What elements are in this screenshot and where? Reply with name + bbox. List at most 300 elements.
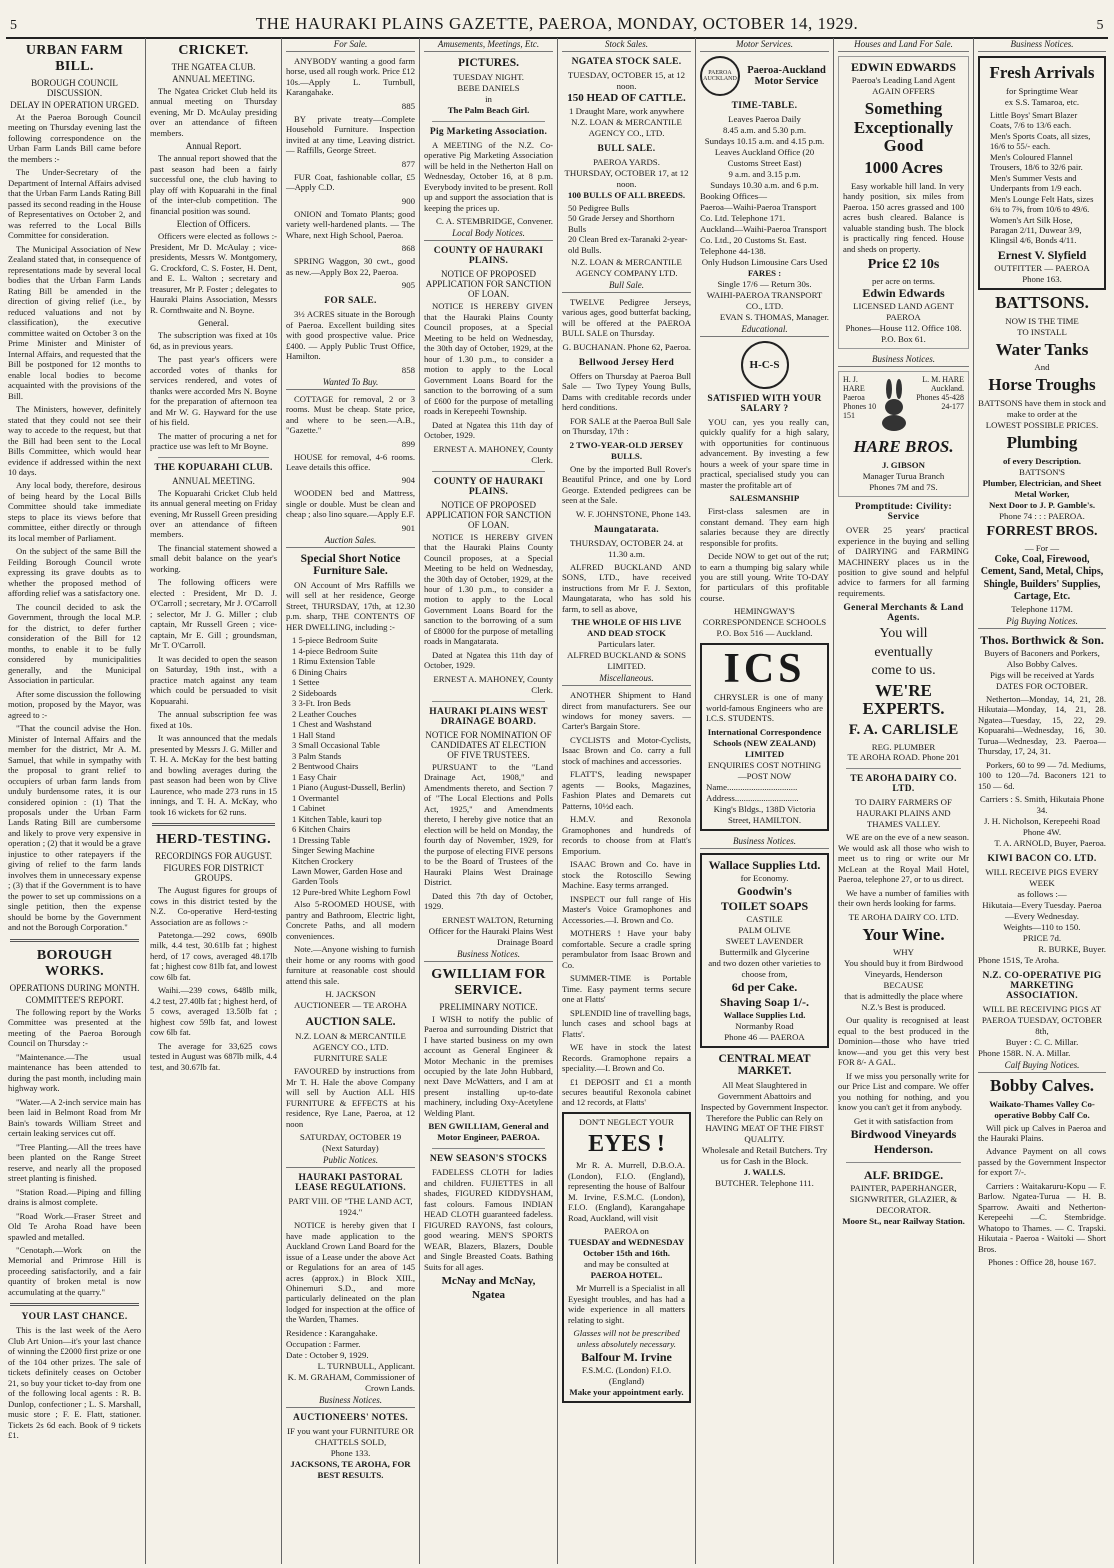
ad-text: Our quality is recognised at least equal to the best produced in the Dominion—those who have tried know—and you get this very best FOR 8/- A GAL. bbox=[838, 1015, 969, 1068]
divider bbox=[432, 701, 545, 702]
wine-heading: Your Wine. bbox=[862, 924, 945, 944]
classified-ad: ONION and Tomato Plants; good variety well-hardened plants. — The Whare, next High School, Paeroa. bbox=[286, 208, 415, 240]
list-item: 1 Piano (August-Dussell, Berlin) bbox=[292, 782, 406, 793]
ad-line: J. GIBSON bbox=[881, 460, 926, 471]
ad-line: SALESMANSHIP bbox=[729, 493, 800, 504]
section-head-public: Public Notices. bbox=[286, 1154, 415, 1168]
subhead: NOTICE FOR NOMINATION OF CANDIDATES AT ELECTION OF FIVE TRUSTEES. bbox=[425, 729, 552, 760]
ad-line: WILL RECEIVE PIGS EVERY WEEK bbox=[985, 867, 1099, 889]
list-item: 6 Dining Chairs bbox=[292, 666, 347, 677]
signature: ERNEST WALTON, Returning Officer for the Hauraki Plains West Drainage Board bbox=[428, 914, 553, 947]
sale-date: THURSDAY, OCTOBER 24. at 11.30 a.m. bbox=[570, 537, 683, 559]
ad-line: TO INSTALL bbox=[1017, 326, 1067, 337]
sale-date: SATURDAY, OCTOBER 19 bbox=[299, 1132, 402, 1143]
ad-line: BECAUSE bbox=[883, 980, 924, 991]
tt-line: Leaves Auckland Office (20 Customs Street East) bbox=[714, 146, 815, 168]
paragraph: On the subject of the same Bill the Feilding Borough Council wrote expressing its grave doubts as to whether the proposed method of affording relief was a satisfactory one. bbox=[8, 546, 141, 599]
hare-phones: Auckland. Phones 45-428 24-177 bbox=[916, 384, 964, 412]
classified-ad: ANYBODY wanting a good farm horse, used all rough work. Price £12 10s.—Apply L. Turnbull, Karangahake. bbox=[286, 56, 415, 98]
ad-number: 899 bbox=[401, 438, 415, 449]
classified-ad: FUR Coat, fashionable collar, £5 —Apply C.D. bbox=[286, 171, 415, 193]
pictures-line: TUESDAY NIGHT. bbox=[452, 72, 525, 82]
paragraph: After some discussion the following motion, proposed by the Mayor, was agreed to :- bbox=[8, 688, 141, 720]
list-item: 2 Leather Couches bbox=[292, 708, 357, 719]
divider bbox=[10, 1303, 139, 1306]
misc-ad: H.M.V. and Rexonola Gramophones and hundreds of records to choose from at Flatt's Emporium. bbox=[562, 814, 691, 856]
section-head-calf: Calf Buying Notices. bbox=[978, 1059, 1106, 1073]
article-title-urban-farm: URBAN FARM BILL. bbox=[25, 43, 124, 74]
article-title-herd-testing: HERD-TESTING. bbox=[156, 832, 271, 848]
hare-name: H. J. HARE bbox=[843, 375, 865, 394]
list-item: 50 Grade Jersey and Shorthorn Bulls bbox=[568, 213, 675, 234]
form-line: Address............................. bbox=[706, 792, 799, 803]
signature: ERNEST A. MAHONEY, County Clerk. bbox=[433, 673, 553, 695]
ad-line: International Correspondence Schools (NEW ZEALAND) LIMITED bbox=[707, 726, 822, 759]
notice-detail: Residence : Karangahake. bbox=[286, 1327, 378, 1338]
ad-line: ENQUIRIES COST NOTHING—POST NOW bbox=[707, 759, 822, 781]
pictures-heading: PICTURES. bbox=[457, 57, 520, 69]
ad-line: and two dozen other varieties to choose from, bbox=[708, 957, 821, 979]
subhead: General. bbox=[198, 318, 229, 329]
ad-line: LOWEST POSSIBLE PRICES. bbox=[985, 419, 1099, 430]
ad-text: If we miss you personally write for our Price List and compare. We offer you nothing for nothing, and you know you can't get it from anybody. bbox=[838, 1070, 969, 1113]
ad-text: IF you want your FURNITURE OR CHATTELS SOLD, bbox=[287, 1425, 414, 1447]
ad-text: Advance Payment on all cows passed by the Government Inspector for export 7/-. bbox=[978, 1146, 1106, 1178]
ad-text: Carriers : Waitakaruru-Kopu — F. Barlow. Ngatea-Turua — H. B. Sparrow. Awaiti and Netherton-Kerepeehi —C. Stembridge. Whatopo to Thames. — C. Trapski. Hikutaia - Paeroa - Waitoki — Short Bros. bbox=[978, 1180, 1106, 1254]
article-title-cricket: CRICKET. bbox=[178, 43, 249, 58]
form-line: Name................................ bbox=[706, 781, 798, 792]
ad-line: eventually bbox=[874, 644, 933, 660]
classified-ad: BY private treaty—Complete Household Furniture. Inspection invited at any time, Leaving district. — Raffills, George Street. bbox=[286, 113, 415, 156]
divider bbox=[152, 823, 275, 826]
signature: BUTCHER. Telephone 111. bbox=[715, 1178, 814, 1189]
ad-headline: WE'RE EXPERTS. bbox=[862, 680, 945, 719]
list-item: Men's Lounge Felt Hats, sizes 6¾ to 7⅜, from 10/6 to 49/6. bbox=[990, 193, 1094, 215]
ngatea-stock-heading: NGATEA STOCK SALE. bbox=[571, 57, 682, 67]
paragraph: "Maintenance.—The usual maintenance has been attended to during the past month, including main highway work. bbox=[8, 1051, 141, 1094]
column-4 bbox=[420, 38, 558, 1564]
ad-line: You will bbox=[879, 626, 928, 642]
new-season-heading: NEW SEASON'S STOCKS bbox=[429, 1154, 548, 1165]
ad-line: TOILET SOAPS bbox=[720, 898, 809, 913]
lot-detail: Particulars later. bbox=[597, 639, 656, 650]
ad-line: 6d per Cake. bbox=[731, 979, 798, 994]
tt-line: Sundays 10.30 a.m. and 6 p.m. bbox=[710, 179, 819, 190]
ad-number: 904 bbox=[401, 475, 415, 486]
ad-line: Edwin Edwards bbox=[862, 286, 945, 301]
pig-marketing-heading: Pig Marketing Association. bbox=[429, 126, 548, 137]
article-title-kopuarahi: THE KOPUARAHI CLUB. bbox=[154, 462, 273, 473]
ad-line: BATTSONS have them in stock and make to order at the bbox=[978, 397, 1106, 419]
signature: WAIHI-PAEROA TRANSPORT CO., LTD. bbox=[706, 289, 823, 311]
paragraph: The following officers were elected : President, Mr D. J. O'Carroll ; secretary, Mr J. O'Carroll ; selector, Mr J. G. Miller ; club captain, Mr Russell Green ; vice-captain, Mr E. Gill ; groundsman, Mr T. O'Carroll. bbox=[150, 577, 277, 651]
paragraph: The financial statement showed a small debit balance on the year's working. bbox=[150, 542, 277, 574]
paragraph: The average for 33,625 cows tested in August was 687lb milk, 4.4 test, and 30.67lb fat. bbox=[150, 1040, 277, 1072]
ad-number: 900 bbox=[401, 195, 415, 206]
sale-place: PAEROA YARDS. bbox=[593, 156, 660, 167]
divider bbox=[846, 1162, 961, 1163]
ad-text: TWELVE Pedigree Jerseys, various ages, good butterfat backing, will be offered at the PAEROA BULL SALE on Thursday. bbox=[562, 297, 691, 339]
paragraph: The August figures for groups of cows in this district tested by the N.Z. Co-operative Herd-testing Association are as follows :- bbox=[150, 885, 277, 927]
divider bbox=[432, 1148, 545, 1149]
notice-text: NOTICE IS HEREBY GIVEN that the Hauraki Plains County Council proposes, at a Special Meeting to be held on Wednesday, the 30th day of October, 1929, at the hour of 1.30 p.m., to consider a motion to apply to the Local Government Loans Board for the sanction to the borrowing of a sum of £8000 for the purpose of metalling roads in Mangatarata. bbox=[424, 531, 553, 647]
page-number-right: 5 bbox=[1096, 18, 1104, 33]
signature: ALFRED BUCKLAND & SONS LIMITED. bbox=[566, 650, 687, 672]
tt-line: Sundays 10.15 a.m. and 4.15 p.m. bbox=[704, 135, 825, 146]
columns bbox=[4, 38, 1110, 1564]
ad-text: One by the imported Bull Rover's Beautiful Prince, and one by Lord George. Extended pedigrees can be seen at the Sale. bbox=[562, 463, 691, 506]
misc-ad: WE have in stock the latest Records. Gramophone repairs a speciality.—I. Brown and Co. bbox=[562, 1042, 691, 1074]
signature: C. A. STEMBRIDGE, Convener. bbox=[435, 216, 553, 227]
signature: JACKSONS, TE AROHA, FOR BEST RESULTS. bbox=[290, 1458, 411, 1480]
ad-line: All Meat Slaughtered in Government Abattoirs and Inspected by Government Inspector. bbox=[700, 1079, 829, 1112]
subhead: Election of Officers. bbox=[176, 219, 251, 230]
ad-text: ALFRED BUCKLAND AND SONS, LTD., have received instructions from Mr F. J. Sexton, Maungatarata, who has sold his farm, to sell as above, bbox=[562, 561, 691, 614]
subhead: FIGURES FOR DISTRICT GROUPS. bbox=[163, 863, 264, 884]
ad-text: Decide NOW to get out of the rut; to earn a thumping big salary while you are still young. Write TO-DAY for particulars of this profitable course. bbox=[700, 551, 829, 603]
act-title: PART VIII. OF "THE LAND ACT, 1924." bbox=[288, 1196, 413, 1218]
divider bbox=[432, 121, 545, 122]
ad-text: Will pick up Calves in Paeroa and the Hauraki Plains. bbox=[978, 1122, 1106, 1143]
section-head-pig-buying: Pig Buying Notices. bbox=[978, 615, 1106, 629]
signature: McNay and McNay, Ngatea bbox=[441, 1275, 536, 1301]
forrest-heading: FORREST BROS. bbox=[986, 524, 1098, 540]
ad-headline: Fresh Arrivals bbox=[989, 63, 1095, 82]
ad-line: Next Door to J. P. Gamble's. bbox=[988, 499, 1096, 510]
battsons-heading: BATTSONS. bbox=[995, 292, 1089, 312]
auction-sale-heading: AUCTION SALE. bbox=[305, 1016, 396, 1029]
ad-line: Buttermilk and Glycerine bbox=[719, 946, 810, 957]
list-item: Men's Summer Vests and Underpants from 1/9 each. bbox=[990, 172, 1082, 194]
ad-line: TO DAIRY FARMERS OF HAURAKI PLAINS AND THAMES VALLEY. bbox=[855, 797, 952, 830]
subhead: NOTICE OF PROPOSED APPLICATION FOR SANCTION OF LOAN. bbox=[425, 269, 552, 300]
tt-line: Leaves Paeroa Daily bbox=[728, 114, 801, 124]
list-item: 3 3-Ft. Iron Beds bbox=[292, 698, 351, 709]
divider bbox=[846, 768, 961, 769]
misc-ad: SUMMER-TIME is Portable Time. Easy payment terms secure one at Flatts' bbox=[562, 973, 691, 1005]
ad-line: AGAIN OFFERS bbox=[872, 85, 935, 96]
signature: King's Bldgs., 138D Victoria Street, HAMILTON. bbox=[713, 803, 816, 825]
ad-line: Phones 7M and 7S. bbox=[869, 482, 938, 493]
paragraph: The Ministers, however, definitely stated that they could not see their way to accede to the request, but that the Bill had been sent to the Local Bills Committee, which would hear evidence if addressed within the next 10 days. bbox=[8, 404, 141, 477]
tt-line: Only Hudson Limousine Cars Used bbox=[701, 256, 828, 267]
ad-headline: Horse Troughs bbox=[988, 375, 1096, 395]
list-item: Singer Sewing Machine bbox=[292, 845, 375, 856]
notice-text: Dated this 7th day of October, 1929. bbox=[424, 890, 553, 912]
ad-line: PALM OLIVE bbox=[738, 924, 791, 935]
promptitude-heading: Promptitude: Civility: Service bbox=[855, 502, 952, 523]
list-item: 6 Kitchen Chairs bbox=[292, 824, 351, 835]
subhead: COMMITTEE'S REPORT. bbox=[25, 994, 124, 1005]
column-7 bbox=[834, 38, 974, 1564]
paragraph: This is the last week of the Aero Club Art Union—it's your last chance of winning the £2000 first prize or one of the 104 other prizes. The sale of tickets definitely ceases on October 21, so buy your ticket to-day from one of the following local agents : R. B. Dunlop, confectioner ; L. S. Marshall, music store ; F. E. Flatt, stationer. Tickets 2s 6d each. Book of 9 tickets £1. bbox=[8, 1325, 141, 1441]
ad-line: Phone 151S, Te Aroha. bbox=[978, 954, 1060, 965]
signature: TE AROHA DAIRY CO. LTD. bbox=[848, 911, 959, 922]
section-head-for-sale: For Sale. bbox=[286, 38, 415, 52]
ad-text: FADELESS CLOTH for ladies and children. FUJIETTES in all shades, FIGURED KIDDYSHAM, fast colours. Famous INDIAN HEAD CLOTH guaranteed fadeless. FIGURED RAYONS, fast colours, good wearing. MEN'S SPORTS WEAR, Blazers, Blazers, Double and Single Breasted Coats. Bathing Suits for all ages. bbox=[424, 1167, 553, 1272]
ad-line: for Springtime Wear bbox=[1006, 85, 1078, 96]
subhead: THE NGATEA CLUB. bbox=[171, 62, 256, 72]
ad-line: Goodwin's bbox=[737, 883, 792, 898]
misc-ad: £1 DEPOSIT and £1 a month secures beautiful Rexonola cabinet and 12 records, at Flatts' bbox=[562, 1076, 691, 1108]
misc-ad: INSPECT our full range of His Master's Voice Gramophones and Accessories.—I. Brown and Co. bbox=[562, 893, 691, 925]
section-head-local-body: Local Body Notices. bbox=[424, 227, 553, 241]
article-title-last-chance: YOUR LAST CHANCE. bbox=[21, 1312, 128, 1323]
tt-line: Auckland—Waihi-Paeroa Transport Co. Ltd., 20 Customs St. East. Telephone 44-138. bbox=[700, 223, 827, 256]
notice-text: PURSUANT to the "Land Drainage Act, 1908," and Amendments thereto, and Section 7 of "The Local Elections and Polls Act, 1925," and Amendments thereto, I hereby give notice that an election will be held on Monday, the fourth day of November, 1929, for the purpose of electing FIVE persons to be the Board of Trustees of the Hauraki Plains West Drainage District. bbox=[424, 761, 553, 888]
ad-line: Therefore the Public can Rely on HAVING MEAT OF THE FIRST QUALITY. bbox=[705, 1112, 824, 1145]
ad-line: Glasses will not be prescribed unless absolutely necessary. bbox=[573, 1328, 680, 1350]
notice-text: A MEETING of the N.Z. Co-operative Pig Marketing Association will be held in the Netherton Hall on Wednesday, October 16, at 8 p.m. Everybody invited to be present. Roll up and support the association that is keeping the prices up. bbox=[424, 139, 553, 213]
maungatarata-heading: Maungatarata. bbox=[594, 524, 659, 535]
list-item: 3 Palm Stands bbox=[292, 750, 342, 761]
section-head-business: Business Notices. bbox=[700, 835, 829, 849]
ad-line: And bbox=[1034, 362, 1050, 373]
ad-line: CASTILE bbox=[746, 913, 783, 924]
paragraph: "Water.—A 2-inch service main has been laid in Belmont Road from Mr Bain's towards William Street and certain leaking services cut off. bbox=[8, 1096, 141, 1139]
ad-line: DATES FOR OCTOBER. bbox=[996, 680, 1088, 691]
pastoral-heading: HAURAKI PASTORAL LEASE REGULATIONS. bbox=[295, 1173, 406, 1194]
section-head-business: Business Notices. bbox=[838, 353, 969, 367]
signature: BEN GWILLIAM, General and Motor Engineer, PAEROA. bbox=[428, 1121, 549, 1143]
ad-text: We have a number of families with their own herds looking for farms. bbox=[838, 887, 969, 909]
ad-line: Moore St., near Railway Station. bbox=[842, 1215, 965, 1226]
divider bbox=[432, 471, 545, 472]
ad-number: 868 bbox=[401, 243, 415, 254]
paragraph: "Tree Planting.—All the trees have been planted on the Range Street reserve, and nearly all the proposed street planting is finished. bbox=[8, 1141, 141, 1184]
section-head-business: Business Notices. bbox=[286, 1394, 415, 1408]
column-8 bbox=[974, 38, 1110, 1564]
ad-line: Phone 46 — PAEROA bbox=[724, 1031, 805, 1042]
rabbit-icon bbox=[877, 379, 913, 431]
list-item: Lawn Mower, Garden Hose and Garden Tools bbox=[292, 865, 403, 887]
ad-text: Mr R. A. Murrell, D.B.O.A. (London), F.I.O. (England), representing the house of Balfour M. Irvine, F.S.M.C. (London), F.I.O. (England), Karangahape Road, Auckland, will visit bbox=[568, 1160, 685, 1223]
signature: H. JACKSON bbox=[325, 989, 376, 1000]
paragraph: Waihi.—239 cows, 648lb milk, 4.2 test, 27.40lb fat ; highest herd, of 5 cows, averaged 13.50lb fat ; highest cow 59lb fat, and lowest cow 6lb fat. bbox=[150, 985, 277, 1038]
nzco-heading: N.Z. CO-OPERATIVE PIG MARKETING ASSOCIATION. bbox=[982, 970, 1102, 1001]
section-head-auction: Auction Sales. bbox=[286, 534, 415, 548]
signature: EVAN S. THOMAS, Manager. bbox=[719, 311, 829, 322]
ad-number: 905 bbox=[401, 280, 415, 291]
section-head-houses: Houses and Land For Sale. bbox=[838, 38, 969, 52]
hcs-logo-icon: H-C-S bbox=[741, 341, 789, 389]
signature: J. WALLS. bbox=[743, 1167, 786, 1178]
bull-sale-heading: BULL SALE. bbox=[597, 143, 656, 154]
list-item: 50 Pedigree Bulls bbox=[568, 202, 630, 213]
ad-line: for Economy. bbox=[740, 872, 789, 883]
paragraph: "Cenotaph.—Work on the Memorial and Primrose Hill is proceeding satisfactorily, and a fair quantity of broken metal is now accumulating at the quarry." bbox=[8, 1244, 141, 1297]
divider bbox=[158, 457, 269, 458]
signature: Balfour M. Irvine bbox=[581, 1350, 672, 1365]
ad-price: Price £2 10s bbox=[867, 257, 940, 273]
ad-line: PRICE 7d. bbox=[1022, 932, 1062, 943]
ad-text: Offers on Thursday at Paeroa Bull Sale — Two Typey Young Bulls, Dams with creditable records under herd conditions. bbox=[562, 370, 691, 413]
paragraph: It was decided to open the season on Saturday, 19th inst., with a practice match against any team which could be persuaded to visit Kopuarahi. bbox=[150, 653, 277, 706]
motor-heading: Paeroa-Auckland Motor Service bbox=[747, 65, 826, 87]
section-head-business: Business Notices. bbox=[424, 948, 553, 962]
merchants-heading: General Merchants & Land Agents. bbox=[843, 603, 964, 624]
salary-heading: SATISFIED WITH YOUR SALARY ? bbox=[707, 393, 822, 414]
paragraph: Patetonga.—292 cows, 690lb milk, 4.4 test, 30.61lb fat ; highest herd, of 17 cows, averaged 48.17lb fat ; highest cow 81lb fat, and lowest cow 6lb fat. bbox=[150, 930, 277, 982]
tt-line: Booking Offices— bbox=[700, 190, 768, 201]
eyes-title: EYES ! bbox=[588, 1130, 665, 1157]
ad-line: WILL BE RECEIVING PIGS AT PAEROA TUESDAY, OCTOBER 8th, bbox=[981, 1003, 1103, 1036]
list-item: 1 Dressing Table bbox=[292, 834, 350, 845]
ad-line: Phone 74 : : : PAEROA. bbox=[999, 510, 1085, 521]
tt-line: 9 a.m. and 3.15 p.m. bbox=[728, 168, 801, 179]
subhead: OPERATIONS DURING MONTH. bbox=[9, 982, 140, 993]
list-item: 1 Chest and Washstand bbox=[292, 719, 372, 730]
paragraph: The Under-Secretary of the Department of Internal Affairs advised that the Urban Farm Lands Rating Bill passed its second reading in the House of Representatives on October 2, and was referred to the Local Bills Committee for consideration. bbox=[8, 167, 141, 241]
ad-line: Get it with satisfaction from bbox=[853, 1115, 954, 1126]
signature: N.Z. LOAN & MERCANTILE AGENCY CO., LTD. bbox=[571, 116, 682, 138]
eyes-ad bbox=[562, 1112, 691, 1403]
eyes-top: DON'T NEGLECT YOUR bbox=[579, 1116, 674, 1127]
notice-text: Dated at Ngatea this 11th day of October, 1929. bbox=[424, 419, 553, 441]
ad-text: First-class salesmen are in constant demand. They earn high salaries because they are directly responsible for profits. bbox=[700, 506, 829, 548]
hare-brand: HARE BROS. bbox=[853, 437, 954, 457]
ad-line: Phones : Office 28, house 167. bbox=[987, 1257, 1097, 1268]
signature: L. TURNBULL, Applicant. bbox=[317, 1360, 415, 1371]
company-name: N.Z. LOAN & MERCANTILE AGENCY CO., LTD. bbox=[295, 1031, 406, 1053]
ad-line: per acre on terms. bbox=[871, 275, 935, 286]
list-item: 1 5-piece Bedroom Suite bbox=[292, 635, 378, 646]
ad-text: YOU can, yes you really can, quickly qualify for a high salary, with opportunities for continuous advancement. By investing a few hours a week of your spare time in practical, specialised study you can master the profitable art of bbox=[700, 416, 829, 490]
section-head-misc: Miscellaneous. bbox=[562, 672, 691, 686]
paragraph: "Station Road.—Piping and filling drains is almost complete. bbox=[8, 1186, 141, 1208]
ad-number: 877 bbox=[401, 158, 415, 169]
ad-line: REG. PLUMBER bbox=[871, 741, 936, 752]
list-item: 2 Bentwood Chairs bbox=[292, 761, 359, 772]
list-item: 20 Clean Bred ex-Taranaki 2-year-old Bulls. bbox=[568, 234, 688, 255]
ad-line: and may be consulted at bbox=[583, 1259, 669, 1270]
page-number-left: 5 bbox=[10, 18, 18, 33]
column-5 bbox=[558, 38, 696, 1564]
subhead: RECORDINGS FOR AUGUST. bbox=[154, 851, 273, 862]
paragraph: Any local body, therefore, desirous of being heard by the Local Bills Committee should take immediate steps to place its views before that committee, either directly or through its local member of Parliament. bbox=[8, 480, 141, 543]
list-item: Men's Sports Coats, all sizes, 16/6 to 55/- each. bbox=[990, 130, 1091, 152]
ad-line: of every Description. bbox=[1003, 455, 1081, 466]
ad-line: Hikutaia—Every Tuesday. Paeroa—Every Wednesday. bbox=[982, 900, 1102, 921]
section-head-stock: Stock Sales. bbox=[562, 38, 691, 52]
list-item: 1 Settee bbox=[292, 677, 320, 688]
dairy-heading: TE AROHA DAIRY CO. LTD. bbox=[850, 774, 957, 795]
paragraph: The matter of procuring a net for practice use was left to Mr Boyne. bbox=[150, 430, 277, 452]
list-item: 1 Easy Chair bbox=[292, 771, 337, 782]
list-item: Little Boys' Smart Blazer Coats, 7/6 to 13/6 each. bbox=[990, 109, 1078, 131]
ad-line: that is admittedly the place where N.Z.'s Best is produced. bbox=[844, 991, 963, 1013]
column-2 bbox=[146, 38, 282, 1564]
hare-bros-ad bbox=[838, 371, 969, 497]
bull-list bbox=[562, 203, 691, 255]
section-head-business: Business Notices. bbox=[978, 38, 1106, 52]
classified-ad: ON Account of Mrs Raffills we will sell at her residence, George Street, THURSDAY, 17th, at 12.30 p.m. sharp, THE CONTENTS OF HER DWELLING, including :- bbox=[286, 579, 415, 632]
sale-date: TUESDAY, OCTOBER 15, at 12 noon. bbox=[567, 70, 686, 91]
ad-line: Manager Turua Branch bbox=[862, 471, 945, 482]
drainage-heading: HAURAKI PLAINS WEST DRAINAGE BOARD. bbox=[429, 706, 548, 727]
notice-text: I WISH to notify the public of Paeroa and surrounding District that I have started business on my own account as General Engineer & Motor Mechanic in the premises occupied by the late John Hubbard, next Dave McWatters, and I am at present installing up-to-date machinery, including Oxy-Acetylene Welding Plant. bbox=[424, 1013, 553, 1118]
ics-ad bbox=[700, 643, 829, 830]
ad-line: SWEET LAVENDER bbox=[725, 935, 804, 946]
notice-text: NOTICE IS HEREBY GIVEN that the Hauraki Plains County Council proposes, at a Special Meeting to be held on Wednesday, the 30th day of October, 1929, at the hour of 1.30 p.m., to consider a motion to apply to the Local Government Loans Board for the sanction to the borrowing of a sum of £600 for the purpose of metalling roads in Kerepeehi Township. bbox=[424, 301, 553, 417]
county-heading: COUNTY OF HAURAKI PLAINS. bbox=[433, 476, 544, 497]
ad-headline: Plumbing bbox=[1006, 432, 1078, 452]
signature: R. BURKE, Buyer. bbox=[1038, 943, 1106, 954]
ad-line: Normanby Road bbox=[735, 1020, 794, 1031]
classified-ad: Note.—Anyone wishing to furnish their home or any rooms with good furniture at reasonable cost should attend this sale. bbox=[286, 944, 415, 986]
paragraph: The Ngatea Cricket Club held its annual meeting on Thursday evening, Mr D. McAulay presiding over an attendance of fifteen members. bbox=[150, 86, 277, 138]
ad-line: Pigs will be received at Yards bbox=[989, 669, 1095, 680]
hare-left bbox=[843, 375, 877, 435]
car-logo-icon: PAEROA AUCKLAND bbox=[700, 56, 740, 96]
ad-line: Phone 158R. N. A. Millar. bbox=[978, 1047, 1071, 1058]
ad-line: ex S.S. Tamaroa, etc. bbox=[1004, 96, 1080, 107]
hare-name: L. M. HARE bbox=[922, 375, 964, 385]
classified-ad: HOUSE for removal, 4-6 rooms. Leave details this office. bbox=[286, 451, 415, 472]
pictures-line: in bbox=[485, 93, 492, 104]
kiwi-heading: KIWI BACON CO. LTD. bbox=[987, 854, 1097, 865]
signature: N.Z. LOAN & MERCANTILE AGENCY COMPANY LTD. bbox=[571, 257, 682, 279]
wallace-heading: Wallace Supplies Ltd. bbox=[708, 857, 821, 872]
edwards-ad bbox=[838, 56, 969, 349]
ad-line: LICENSED LAND AGENT PAEROA bbox=[853, 301, 954, 323]
meat-heading: CENTRAL MEAT MARKET. bbox=[718, 1052, 811, 1077]
furniture-list bbox=[286, 635, 415, 897]
section-head-wanted: Wanted To Buy. bbox=[286, 376, 415, 390]
subhead: BOROUGH COUNCIL DISCUSSION. bbox=[31, 78, 118, 98]
borthwick-heading: Thos. Borthwick & Son. bbox=[980, 632, 1104, 647]
masthead bbox=[6, 4, 1108, 39]
list-item: 1 4-piece Bedroom Suite bbox=[292, 645, 378, 656]
list-item: 3 Small Occasional Table bbox=[292, 740, 380, 751]
paragraph: The annual report showed that the past season had been a fairly successful one, the club having to play off with Kopuarahi in the final of the inter-club competition. The financial position was sound. bbox=[150, 153, 277, 216]
list-item: 1 Kitchen Table, kauri top bbox=[292, 813, 382, 824]
subhead: PRELIMINARY NOTICE. bbox=[439, 1001, 538, 1012]
ad-text: CHRYSLER is one of many world-famous Engineers who are I.C.S. STUDENTS. bbox=[706, 692, 823, 724]
masthead-title: THE HAURAKI PLAINS GAZETTE, PAEROA, MONDAY, OCTOBER 14, 1929. bbox=[255, 14, 859, 33]
classified-ad: Also 5-ROOMED HOUSE, with pantry and Bathroom, Electric light, Concrete Paths, and all modern conveniences. bbox=[286, 899, 415, 941]
phone: Phone 133. bbox=[330, 1447, 371, 1458]
bellwood-heading: Bellwood Jersey Herd bbox=[578, 357, 675, 368]
paragraph: Officers were elected as follows :- President, Mr D. McAulay ; vice-presidents, Messrs W. Montgomery, G. Crockford, C. S. Foster, H. Dent, and E. L. Walton ; secretary and treasurer, Mr P. Foster ; delegates to Hauraki Plains Association, Messrs R. Cornthwaite and N. Boyne. bbox=[150, 231, 277, 315]
article-title-borough-works: BOROUGH WORKS. bbox=[36, 947, 113, 979]
list-item: Men's Coloured Flannel Trousers, 18/6 to 32/6 pair. bbox=[990, 151, 1083, 173]
sale-title: FURNITURE SALE bbox=[313, 1053, 388, 1064]
rabbit-icon bbox=[877, 379, 913, 431]
classified-ad: SPRING Waggon, 30 cwt., good as new.—Apply Box 22, Paeroa. bbox=[286, 256, 415, 277]
gwilliam-heading: GWILLIAM FOR SERVICE. bbox=[431, 966, 546, 998]
ad-line: OUTFITTER — PAEROA bbox=[994, 262, 1090, 273]
signature: ERNEST A. MAHONEY, County Clerk. bbox=[433, 443, 553, 465]
ad-line: Phones—House 112. Office 108. P.O. Box 61. bbox=[845, 323, 962, 345]
section-head-educational: Educational. bbox=[700, 323, 829, 337]
paragraph: The subscription was fixed at 10s 6d, as in previous years. bbox=[150, 330, 277, 351]
section-head-bull: Bull Sale. bbox=[562, 279, 691, 293]
notice-detail: Occupation : Farmer. bbox=[286, 1338, 361, 1349]
lot-detail: 1 Draught Mare, work anywhere bbox=[568, 105, 685, 116]
signature: P.O. Box 516 — Auckland. bbox=[716, 628, 813, 639]
ad-headline: 1000 Acres bbox=[864, 158, 943, 178]
sale-date: THURSDAY, OCTOBER 17, at 12 noon. bbox=[564, 167, 689, 189]
ad-line: Wallace Supplies Ltd. bbox=[723, 1009, 806, 1020]
paragraph: The past year's officers were accorded votes of thanks for services rendered, and votes of thanks were accorded Mrs N. Boyne for the preparation of afternoon tea and Mr W. G. Hayward for the use of his field. bbox=[150, 354, 277, 428]
bobby-calves-heading: Bobby Calves. bbox=[990, 1075, 1094, 1095]
subhead: ANNUAL MEETING. bbox=[172, 74, 255, 84]
signature: T. A. ARNOLD, Buyer, Paeroa. bbox=[994, 838, 1106, 849]
ad-text: FOR SALE at the Paeroa Bull Sale on Thursday, 17th : bbox=[562, 415, 691, 437]
notice-detail: Date : October 9, 1929. bbox=[286, 1349, 369, 1360]
paragraph: "Road Work.—Fraser Street and Old Te Aroha Road have been spawled and metalled. bbox=[8, 1210, 141, 1242]
